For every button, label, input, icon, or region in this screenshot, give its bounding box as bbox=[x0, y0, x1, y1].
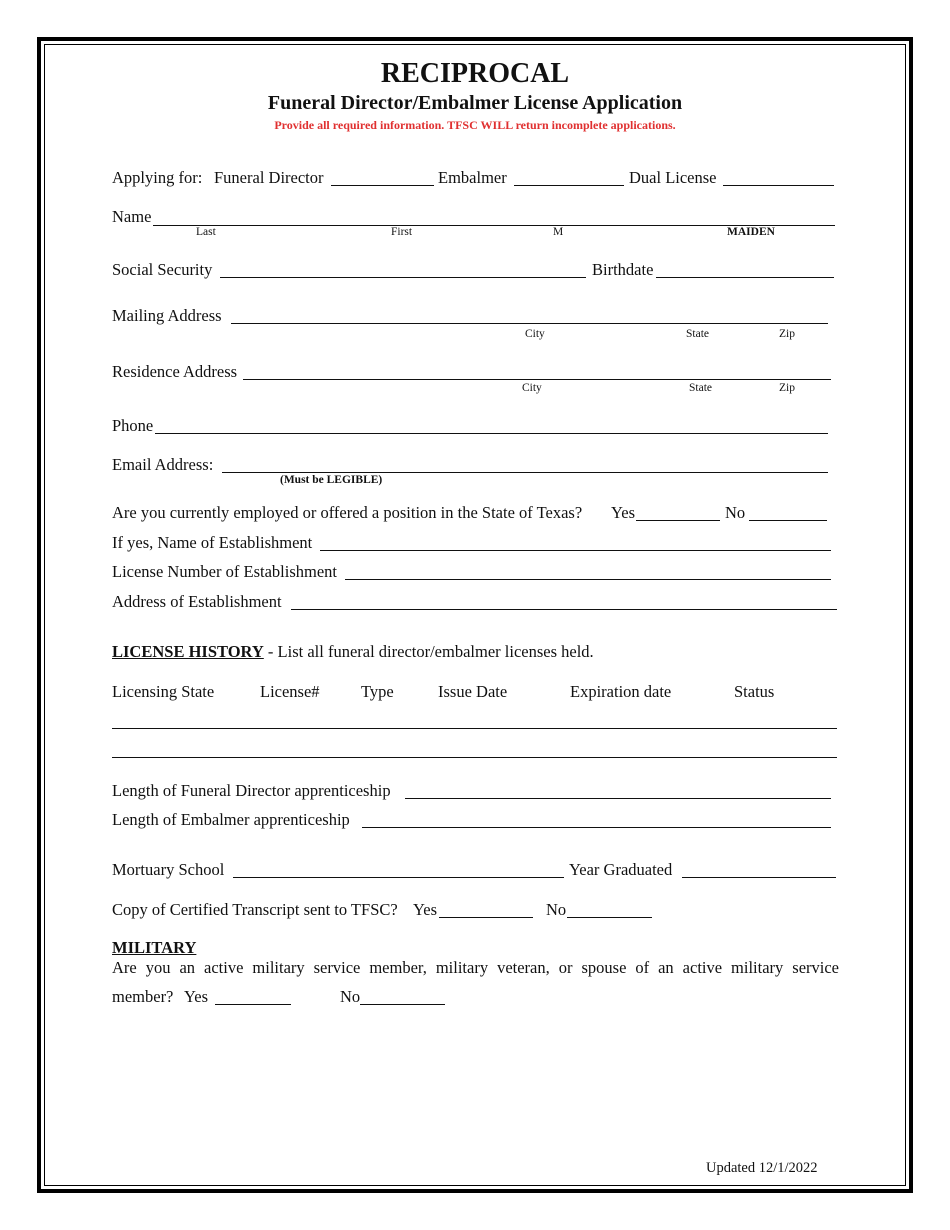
license-history-section bbox=[112, 642, 594, 662]
required-notice: Provide all required information. TFSC WILL return incomplete applications. bbox=[274, 118, 676, 132]
phone-field[interactable] bbox=[155, 433, 828, 434]
establishment-name-label: If yes, Name of Establishment bbox=[112, 533, 313, 552]
establishment-address-label: Address of Establishment bbox=[112, 592, 282, 611]
military-question-cont: member? bbox=[112, 987, 174, 1006]
mailing-sub-city: City bbox=[525, 328, 545, 340]
mailing-sub-zip: Zip bbox=[779, 328, 795, 340]
col-expiration-date: Expiration date bbox=[570, 682, 672, 701]
phone-label: Phone bbox=[112, 416, 154, 435]
military-heading: MILITARY bbox=[112, 938, 197, 957]
mortuary-school-label: Mortuary School bbox=[112, 860, 225, 879]
military-question: Are you an active military service member, military veteran, or spouse of an active military service bbox=[112, 958, 839, 977]
transcript-question: Copy of Certified Transcript sent to TFSC? bbox=[112, 900, 398, 919]
year-graduated-label: Year Graduated bbox=[569, 860, 673, 879]
establishment-address-field[interactable] bbox=[291, 609, 837, 610]
page-border-inner bbox=[44, 44, 906, 1186]
option-dual-license: Dual License bbox=[629, 168, 717, 187]
employment-no-blank[interactable] bbox=[749, 520, 827, 521]
employment-yes-label: Yes bbox=[611, 503, 636, 522]
email-label: Email Address: bbox=[112, 455, 214, 474]
residence-address-field[interactable] bbox=[243, 379, 831, 380]
military-no-label: No bbox=[340, 987, 361, 1006]
residence-sub-zip: Zip bbox=[779, 382, 795, 394]
residence-address-label: Residence Address bbox=[112, 362, 238, 381]
military-no-blank[interactable] bbox=[360, 1004, 445, 1005]
employment-no-label: No bbox=[725, 503, 746, 522]
transcript-no-blank[interactable] bbox=[567, 917, 652, 918]
employment-question: Are you currently employed or offered a position in the State of Texas? bbox=[112, 503, 583, 522]
col-type: Type bbox=[361, 682, 394, 701]
form-title: RECIPROCAL bbox=[380, 58, 570, 89]
col-licensing-state: Licensing State bbox=[112, 682, 215, 701]
ssn-label: Social Security bbox=[112, 260, 213, 279]
name-sub-last: Last bbox=[196, 226, 216, 238]
emb-apprenticeship-field[interactable] bbox=[362, 827, 831, 828]
license-history-description: - List all funeral director/embalmer licenses held. bbox=[263, 642, 594, 661]
option-funeral-director: Funeral Director bbox=[214, 168, 324, 187]
license-history-heading: LICENSE HISTORY bbox=[112, 642, 264, 661]
establishment-license-field[interactable] bbox=[345, 579, 831, 580]
establishment-name-field[interactable] bbox=[320, 550, 831, 551]
fd-apprenticeship-label: Length of Funeral Director apprenticeship bbox=[112, 781, 391, 800]
name-sub-first: First bbox=[391, 226, 413, 238]
transcript-yes-label: Yes bbox=[413, 900, 438, 919]
dual-license-blank[interactable] bbox=[723, 185, 834, 186]
license-history-row[interactable] bbox=[112, 757, 837, 758]
military-yes-label: Yes bbox=[184, 987, 209, 1006]
option-embalmer: Embalmer bbox=[438, 168, 507, 187]
ssn-field[interactable] bbox=[220, 277, 586, 278]
mailing-address-label: Mailing Address bbox=[112, 306, 222, 325]
name-sub-middle: M bbox=[553, 226, 564, 238]
mailing-sub-state: State bbox=[686, 328, 709, 340]
birthdate-label: Birthdate bbox=[592, 260, 654, 279]
military-section bbox=[112, 938, 196, 958]
col-issue-date: Issue Date bbox=[438, 682, 508, 701]
embalmer-blank[interactable] bbox=[514, 185, 624, 186]
license-history-row[interactable] bbox=[112, 728, 837, 729]
form-subtitle: Funeral Director/Embalmer License Application bbox=[267, 92, 683, 114]
name-sub-maiden: MAIDEN bbox=[727, 226, 775, 238]
email-legible-note: (Must be LEGIBLE) bbox=[280, 474, 383, 486]
transcript-no-label: No bbox=[546, 900, 567, 919]
emb-apprenticeship-label: Length of Embalmer apprenticeship bbox=[112, 810, 350, 829]
mailing-address-field[interactable] bbox=[231, 323, 828, 324]
military-yes-blank[interactable] bbox=[215, 1004, 291, 1005]
year-graduated-field[interactable] bbox=[682, 877, 836, 878]
transcript-yes-blank[interactable] bbox=[439, 917, 533, 918]
employment-yes-blank[interactable] bbox=[636, 520, 720, 521]
residence-sub-state: State bbox=[689, 382, 712, 394]
residence-sub-city: City bbox=[522, 382, 542, 394]
name-label: Name bbox=[112, 207, 152, 226]
establishment-license-label: License Number of Establishment bbox=[112, 562, 337, 581]
funeral-director-blank[interactable] bbox=[331, 185, 434, 186]
birthdate-field[interactable] bbox=[656, 277, 834, 278]
updated-date: Updated 12/1/2022 bbox=[706, 1160, 818, 1176]
col-status: Status bbox=[734, 682, 775, 701]
applying-for-label: Applying for: bbox=[112, 168, 203, 187]
email-field[interactable] bbox=[222, 472, 828, 473]
mortuary-school-field[interactable] bbox=[233, 877, 564, 878]
col-license-number: License# bbox=[260, 682, 320, 701]
fd-apprenticeship-field[interactable] bbox=[405, 798, 831, 799]
